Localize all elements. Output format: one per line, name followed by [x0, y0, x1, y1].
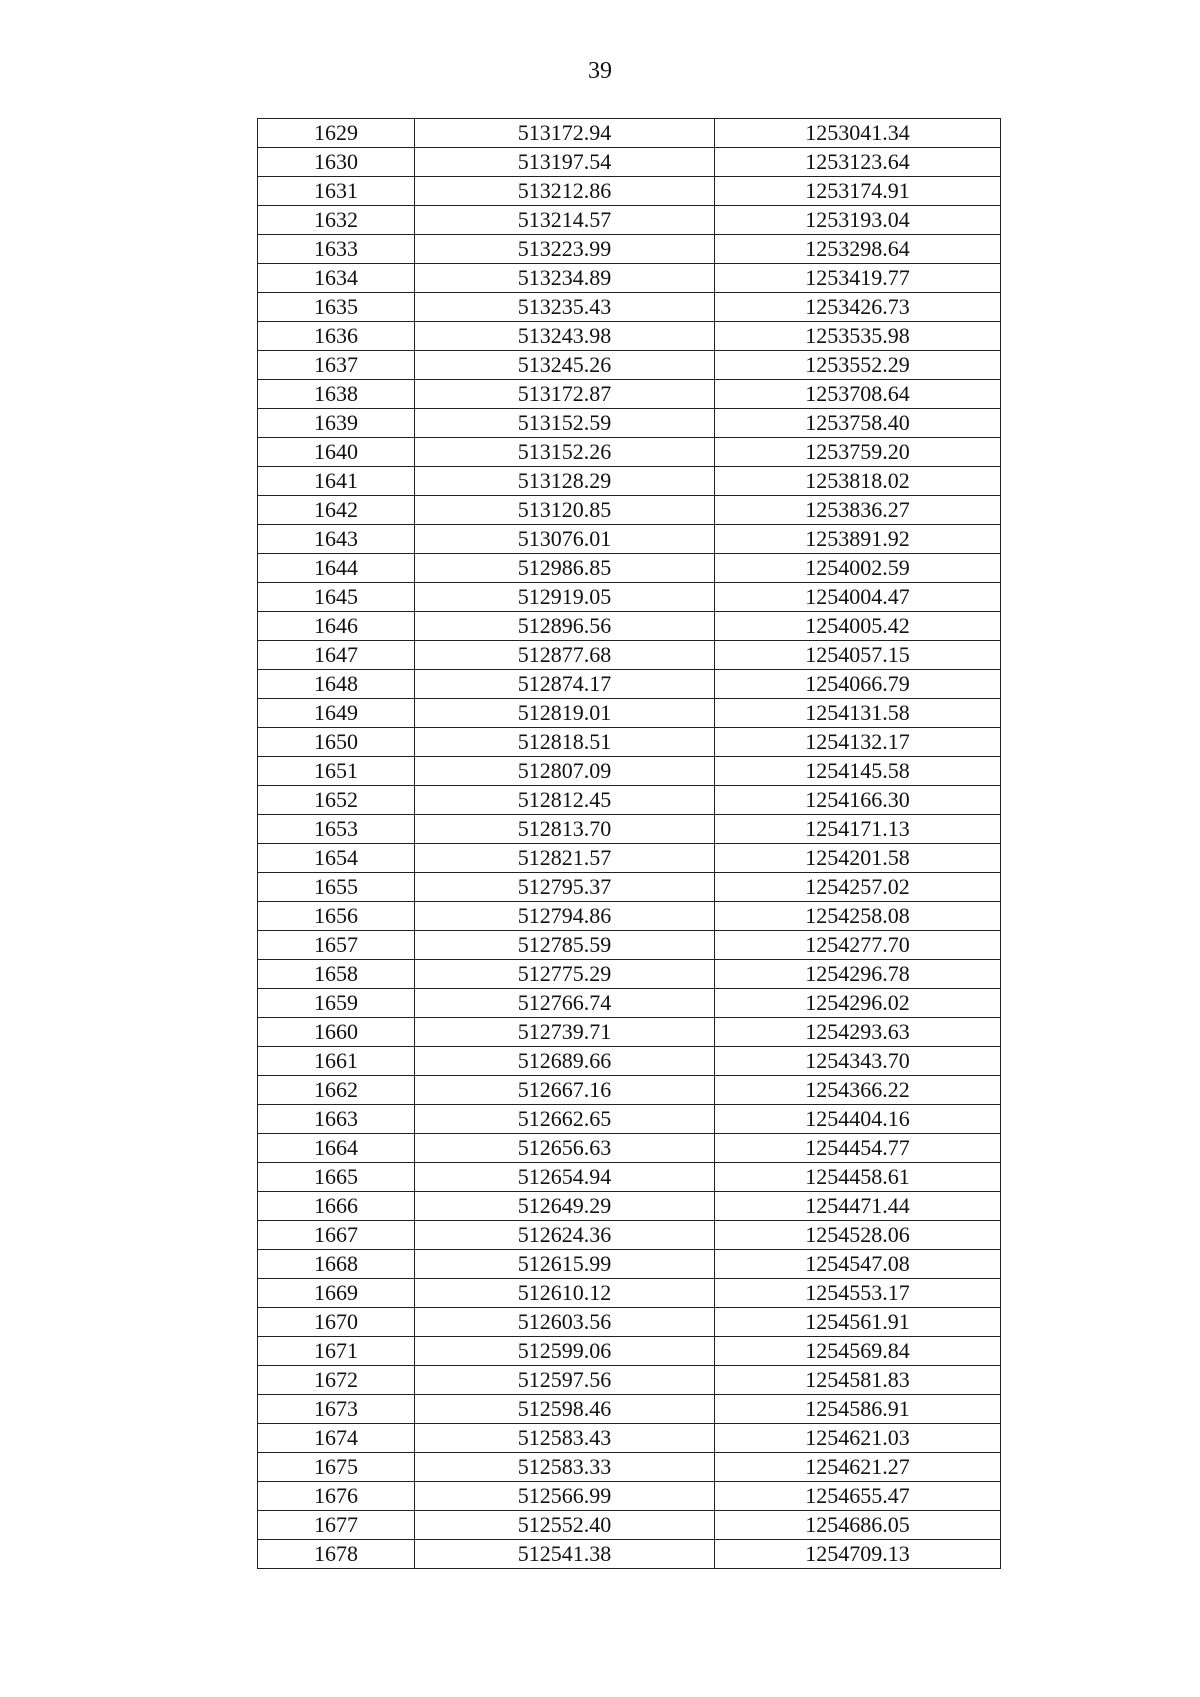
- x-coordinate-cell: 512874.17: [415, 670, 715, 699]
- x-coordinate-cell: 512583.33: [415, 1453, 715, 1482]
- point-number-cell: 1672: [258, 1366, 415, 1395]
- table-row: [258, 786, 1001, 815]
- y-coordinate-cell: 1254296.02: [715, 989, 1001, 1018]
- x-coordinate-cell: 513197.54: [415, 148, 715, 177]
- x-coordinate-cell: 512819.01: [415, 699, 715, 728]
- x-coordinate-cell: 512795.37: [415, 873, 715, 902]
- x-coordinate-cell: 513152.59: [415, 409, 715, 438]
- x-coordinate-cell: 512813.70: [415, 815, 715, 844]
- x-coordinate-cell: 512986.85: [415, 554, 715, 583]
- point-number-cell: 1654: [258, 844, 415, 873]
- page-number: 39: [588, 58, 612, 84]
- x-coordinate-cell: 512649.29: [415, 1192, 715, 1221]
- y-coordinate-cell: 1254581.83: [715, 1366, 1001, 1395]
- y-coordinate-cell: 1254002.59: [715, 554, 1001, 583]
- point-number-cell: 1669: [258, 1279, 415, 1308]
- table-row: [258, 815, 1001, 844]
- x-coordinate-cell: 512603.56: [415, 1308, 715, 1337]
- point-number-cell: 1675: [258, 1453, 415, 1482]
- table-row: [258, 931, 1001, 960]
- x-coordinate-cell: 513128.29: [415, 467, 715, 496]
- y-coordinate-cell: 1254547.08: [715, 1250, 1001, 1279]
- table-row: [258, 670, 1001, 699]
- x-coordinate-cell: 513245.26: [415, 351, 715, 380]
- x-coordinate-cell: 512541.38: [415, 1540, 715, 1569]
- y-coordinate-cell: 1254569.84: [715, 1337, 1001, 1366]
- point-number-cell: 1650: [258, 728, 415, 757]
- point-number-cell: 1667: [258, 1221, 415, 1250]
- y-coordinate-cell: 1253552.29: [715, 351, 1001, 380]
- y-coordinate-cell: 1254343.70: [715, 1047, 1001, 1076]
- table-row: [258, 1395, 1001, 1424]
- table-row: [258, 1250, 1001, 1279]
- x-coordinate-cell: 512656.63: [415, 1134, 715, 1163]
- x-coordinate-cell: 512794.86: [415, 902, 715, 931]
- point-number-cell: 1666: [258, 1192, 415, 1221]
- table-row: [258, 1511, 1001, 1540]
- x-coordinate-cell: 512624.36: [415, 1221, 715, 1250]
- y-coordinate-cell: 1254004.47: [715, 583, 1001, 612]
- y-coordinate-cell: 1253298.64: [715, 235, 1001, 264]
- x-coordinate-cell: 512615.99: [415, 1250, 715, 1279]
- x-coordinate-cell: 512919.05: [415, 583, 715, 612]
- x-coordinate-cell: 512739.71: [415, 1018, 715, 1047]
- point-number-cell: 1670: [258, 1308, 415, 1337]
- y-coordinate-cell: 1254709.13: [715, 1540, 1001, 1569]
- x-coordinate-cell: 512785.59: [415, 931, 715, 960]
- table-row: [258, 699, 1001, 728]
- table-row: [258, 844, 1001, 873]
- x-coordinate-cell: 512896.56: [415, 612, 715, 641]
- y-coordinate-cell: 1253818.02: [715, 467, 1001, 496]
- x-coordinate-cell: 513212.86: [415, 177, 715, 206]
- y-coordinate-cell: 1253193.04: [715, 206, 1001, 235]
- point-number-cell: 1632: [258, 206, 415, 235]
- y-coordinate-cell: 1253758.40: [715, 409, 1001, 438]
- point-number-cell: 1659: [258, 989, 415, 1018]
- table-row: [258, 554, 1001, 583]
- x-coordinate-cell: 512877.68: [415, 641, 715, 670]
- x-coordinate-cell: 513120.85: [415, 496, 715, 525]
- x-coordinate-cell: 512654.94: [415, 1163, 715, 1192]
- y-coordinate-cell: 1253759.20: [715, 438, 1001, 467]
- table-row: [258, 1221, 1001, 1250]
- point-number-cell: 1653: [258, 815, 415, 844]
- y-coordinate-cell: 1254258.08: [715, 902, 1001, 931]
- point-number-cell: 1643: [258, 525, 415, 554]
- y-coordinate-cell: 1254066.79: [715, 670, 1001, 699]
- point-number-cell: 1656: [258, 902, 415, 931]
- point-number-cell: 1646: [258, 612, 415, 641]
- point-number-cell: 1668: [258, 1250, 415, 1279]
- x-coordinate-cell: 512766.74: [415, 989, 715, 1018]
- x-coordinate-cell: 512566.99: [415, 1482, 715, 1511]
- x-coordinate-cell: 512818.51: [415, 728, 715, 757]
- point-number-cell: 1655: [258, 873, 415, 902]
- y-coordinate-cell: 1254471.44: [715, 1192, 1001, 1221]
- x-coordinate-cell: 513152.26: [415, 438, 715, 467]
- point-number-cell: 1663: [258, 1105, 415, 1134]
- y-coordinate-cell: 1254005.42: [715, 612, 1001, 641]
- y-coordinate-cell: 1254553.17: [715, 1279, 1001, 1308]
- y-coordinate-cell: 1254621.03: [715, 1424, 1001, 1453]
- x-coordinate-cell: 513234.89: [415, 264, 715, 293]
- y-coordinate-cell: 1254561.91: [715, 1308, 1001, 1337]
- table-row: [258, 902, 1001, 931]
- table-row: [258, 1076, 1001, 1105]
- table-row: [258, 612, 1001, 641]
- table-row: [258, 322, 1001, 351]
- table-row: [258, 206, 1001, 235]
- point-number-cell: 1658: [258, 960, 415, 989]
- point-number-cell: 1636: [258, 322, 415, 351]
- point-number-cell: 1674: [258, 1424, 415, 1453]
- x-coordinate-cell: 512812.45: [415, 786, 715, 815]
- table-row: [258, 380, 1001, 409]
- y-coordinate-cell: 1254132.17: [715, 728, 1001, 757]
- x-coordinate-cell: 513172.94: [415, 119, 715, 148]
- x-coordinate-cell: 512662.65: [415, 1105, 715, 1134]
- table-row: [258, 1279, 1001, 1308]
- point-number-cell: 1671: [258, 1337, 415, 1366]
- y-coordinate-cell: 1254454.77: [715, 1134, 1001, 1163]
- x-coordinate-cell: 512667.16: [415, 1076, 715, 1105]
- x-coordinate-cell: 512598.46: [415, 1395, 715, 1424]
- y-coordinate-cell: 1254257.02: [715, 873, 1001, 902]
- table-row: [258, 351, 1001, 380]
- x-coordinate-cell: 512552.40: [415, 1511, 715, 1540]
- point-number-cell: 1673: [258, 1395, 415, 1424]
- point-number-cell: 1642: [258, 496, 415, 525]
- y-coordinate-cell: 1254171.13: [715, 815, 1001, 844]
- y-coordinate-cell: 1253426.73: [715, 293, 1001, 322]
- y-coordinate-cell: 1254404.16: [715, 1105, 1001, 1134]
- table-row: [258, 177, 1001, 206]
- table-row: [258, 438, 1001, 467]
- table-row: [258, 757, 1001, 786]
- y-coordinate-cell: 1254057.15: [715, 641, 1001, 670]
- table-row: [258, 1134, 1001, 1163]
- y-coordinate-cell: 1254458.61: [715, 1163, 1001, 1192]
- table-row: [258, 1192, 1001, 1221]
- y-coordinate-cell: 1254296.78: [715, 960, 1001, 989]
- table-row: [258, 873, 1001, 902]
- x-coordinate-cell: 513076.01: [415, 525, 715, 554]
- point-number-cell: 1647: [258, 641, 415, 670]
- point-number-cell: 1630: [258, 148, 415, 177]
- y-coordinate-cell: 1253419.77: [715, 264, 1001, 293]
- x-coordinate-cell: 512775.29: [415, 960, 715, 989]
- point-number-cell: 1662: [258, 1076, 415, 1105]
- point-number-cell: 1634: [258, 264, 415, 293]
- y-coordinate-cell: 1253174.91: [715, 177, 1001, 206]
- point-number-cell: 1640: [258, 438, 415, 467]
- point-number-cell: 1678: [258, 1540, 415, 1569]
- table-row: [258, 1018, 1001, 1047]
- y-coordinate-cell: 1254686.05: [715, 1511, 1001, 1540]
- table-row: [258, 641, 1001, 670]
- x-coordinate-cell: 512583.43: [415, 1424, 715, 1453]
- y-coordinate-cell: 1254528.06: [715, 1221, 1001, 1250]
- y-coordinate-cell: 1254145.58: [715, 757, 1001, 786]
- coordinates-table: [257, 118, 1001, 1569]
- table-row: [258, 1482, 1001, 1511]
- y-coordinate-cell: 1253041.34: [715, 119, 1001, 148]
- x-coordinate-cell: 513243.98: [415, 322, 715, 351]
- x-coordinate-cell: 513172.87: [415, 380, 715, 409]
- point-number-cell: 1657: [258, 931, 415, 960]
- point-number-cell: 1635: [258, 293, 415, 322]
- table-row: [258, 1047, 1001, 1076]
- x-coordinate-cell: 512821.57: [415, 844, 715, 873]
- table-row: [258, 525, 1001, 554]
- table-row: [258, 264, 1001, 293]
- table-row: [258, 1366, 1001, 1395]
- x-coordinate-cell: 513214.57: [415, 206, 715, 235]
- point-number-cell: 1661: [258, 1047, 415, 1076]
- point-number-cell: 1629: [258, 119, 415, 148]
- x-coordinate-cell: 512599.06: [415, 1337, 715, 1366]
- table-row: [258, 293, 1001, 322]
- point-number-cell: 1649: [258, 699, 415, 728]
- table-row: [258, 496, 1001, 525]
- point-number-cell: 1644: [258, 554, 415, 583]
- table-row: [258, 1308, 1001, 1337]
- point-number-cell: 1638: [258, 380, 415, 409]
- y-coordinate-cell: 1254293.63: [715, 1018, 1001, 1047]
- point-number-cell: 1651: [258, 757, 415, 786]
- y-coordinate-cell: 1254166.30: [715, 786, 1001, 815]
- point-number-cell: 1639: [258, 409, 415, 438]
- point-number-cell: 1677: [258, 1511, 415, 1540]
- y-coordinate-cell: 1253708.64: [715, 380, 1001, 409]
- y-coordinate-cell: 1254277.70: [715, 931, 1001, 960]
- table-row: [258, 989, 1001, 1018]
- table-row: [258, 1337, 1001, 1366]
- y-coordinate-cell: 1253836.27: [715, 496, 1001, 525]
- y-coordinate-cell: 1253123.64: [715, 148, 1001, 177]
- point-number-cell: 1645: [258, 583, 415, 612]
- point-number-cell: 1633: [258, 235, 415, 264]
- table-row: [258, 1163, 1001, 1192]
- y-coordinate-cell: 1254131.58: [715, 699, 1001, 728]
- table-row: [258, 1105, 1001, 1134]
- x-coordinate-cell: 512610.12: [415, 1279, 715, 1308]
- point-number-cell: 1648: [258, 670, 415, 699]
- x-coordinate-cell: 512689.66: [415, 1047, 715, 1076]
- y-coordinate-cell: 1254586.91: [715, 1395, 1001, 1424]
- x-coordinate-cell: 513235.43: [415, 293, 715, 322]
- point-number-cell: 1637: [258, 351, 415, 380]
- y-coordinate-cell: 1253535.98: [715, 322, 1001, 351]
- x-coordinate-cell: 512807.09: [415, 757, 715, 786]
- table-row: [258, 148, 1001, 177]
- table-row: [258, 1540, 1001, 1569]
- table-row: [258, 583, 1001, 612]
- table-row: [258, 728, 1001, 757]
- x-coordinate-cell: 513223.99: [415, 235, 715, 264]
- point-number-cell: 1664: [258, 1134, 415, 1163]
- table-row: [258, 960, 1001, 989]
- table-row: [258, 409, 1001, 438]
- point-number-cell: 1631: [258, 177, 415, 206]
- y-coordinate-cell: 1254201.58: [715, 844, 1001, 873]
- point-number-cell: 1660: [258, 1018, 415, 1047]
- table-row: [258, 1453, 1001, 1482]
- y-coordinate-cell: 1254621.27: [715, 1453, 1001, 1482]
- point-number-cell: 1641: [258, 467, 415, 496]
- coordinates-table-body: [258, 119, 1001, 1569]
- table-row: [258, 1424, 1001, 1453]
- table-row: [258, 467, 1001, 496]
- y-coordinate-cell: 1254366.22: [715, 1076, 1001, 1105]
- y-coordinate-cell: 1254655.47: [715, 1482, 1001, 1511]
- table-row: [258, 119, 1001, 148]
- point-number-cell: 1665: [258, 1163, 415, 1192]
- point-number-cell: 1676: [258, 1482, 415, 1511]
- table-row: [258, 235, 1001, 264]
- point-number-cell: 1652: [258, 786, 415, 815]
- x-coordinate-cell: 512597.56: [415, 1366, 715, 1395]
- y-coordinate-cell: 1253891.92: [715, 525, 1001, 554]
